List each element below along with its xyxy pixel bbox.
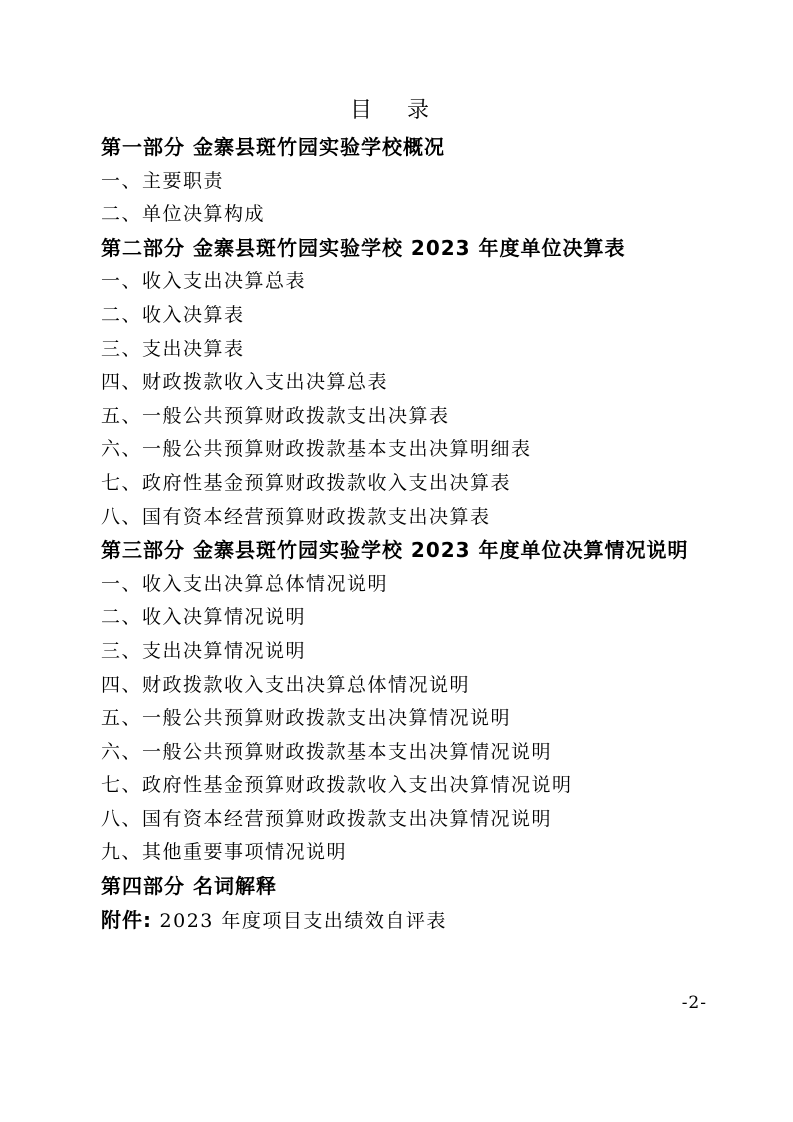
toc-item: 四、财政拨款收入支出决算总体情况说明 xyxy=(101,673,471,696)
part-1-heading: 第一部分 金寨县斑竹园实验学校概况 xyxy=(101,135,445,159)
toc-item: 二、收入决算表 xyxy=(101,303,245,326)
toc-item: 二、单位决算构成 xyxy=(101,203,266,226)
toc-item: 五、一般公共预算财政拨款支出决算表 xyxy=(101,404,450,427)
toc-item: 九、其他重要事项情况说明 xyxy=(101,841,348,864)
toc-item: 一、收入支出决算总表 xyxy=(101,270,307,293)
toc-item: 八、国有资本经营预算财政拨款支出决算情况说明 xyxy=(101,807,553,830)
toc-item: 三、支出决算情况说明 xyxy=(101,639,307,662)
toc-item: 三、支出决算表 xyxy=(101,337,245,360)
toc-item: 七、政府性基金预算财政拨款收入支出决算情况说明 xyxy=(101,774,573,797)
toc-item: 四、财政拨款收入支出决算总表 xyxy=(101,371,389,394)
attachment-text: 2023 年度项目支出绩效自评表 xyxy=(152,909,447,932)
toc-item: 六、一般公共预算财政拨款基本支出决算情况说明 xyxy=(101,740,553,763)
toc-item: 六、一般公共预算财政拨款基本支出决算明细表 xyxy=(101,438,532,461)
table-of-contents xyxy=(101,131,721,938)
toc-item: 八、国有资本经营预算财政拨款支出决算表 xyxy=(101,505,491,528)
toc-item: 五、一般公共预算财政拨款支出决算情况说明 xyxy=(101,707,512,730)
part-3-heading: 第三部分 金寨县斑竹园实验学校 2023 年度单位决算情况说明 xyxy=(101,538,689,563)
toc-item: 七、政府性基金预算财政拨款收入支出决算表 xyxy=(101,471,512,494)
part-4-heading: 第四部分 名词解释 xyxy=(101,874,277,899)
toc-item: 一、主要职责 xyxy=(101,169,225,192)
page-number: -2- xyxy=(681,993,707,1013)
toc-title: 目 录 xyxy=(350,98,443,123)
attachment-label: 附件: xyxy=(101,907,152,932)
attachment-line xyxy=(101,904,721,939)
part-2-heading: 第二部分 金寨县斑竹园实验学校 2023 年度单位决算表 xyxy=(101,235,626,260)
toc-item: 一、收入支出决算总体情况说明 xyxy=(101,572,389,595)
toc-item: 二、收入决算情况说明 xyxy=(101,606,307,629)
